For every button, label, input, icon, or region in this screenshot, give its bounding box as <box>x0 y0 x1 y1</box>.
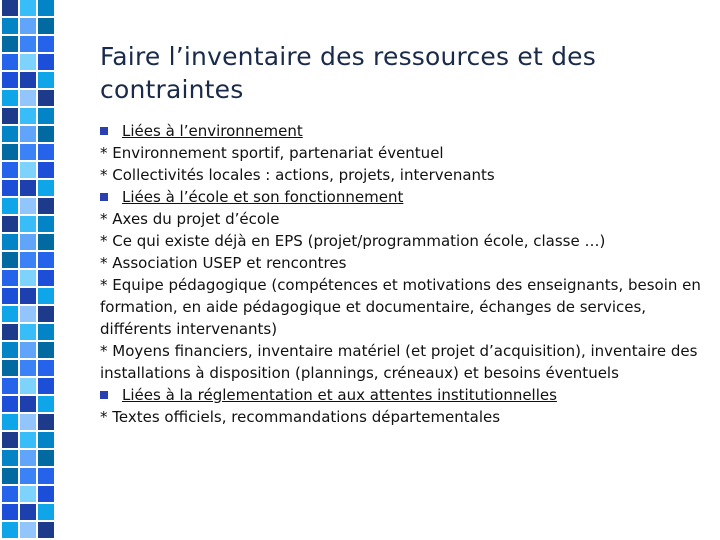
strip-tile <box>2 144 18 160</box>
strip-tile <box>2 180 18 196</box>
list-item: * Environnement sportif, partenariat éventuel <box>100 144 444 162</box>
strip-tile <box>20 270 36 286</box>
strip-tile <box>20 342 36 358</box>
strip-tile <box>38 198 54 214</box>
strip-tile <box>38 504 54 520</box>
strip-tile <box>20 324 36 340</box>
strip-tile <box>38 0 54 16</box>
slide-body <box>100 120 710 428</box>
slide-title: Faire l’inventaire des ressources et des contraintes <box>100 42 596 104</box>
strip-tile <box>2 270 18 286</box>
strip-tile <box>20 180 36 196</box>
strip-tile <box>38 126 54 142</box>
strip-tile <box>2 432 18 448</box>
strip-tile <box>38 450 54 466</box>
strip-tile <box>2 288 18 304</box>
strip-tile <box>38 108 54 124</box>
strip-tile <box>38 144 54 160</box>
strip-tile <box>2 0 18 16</box>
strip-tile <box>38 306 54 322</box>
strip-tile <box>2 162 18 178</box>
list-item: * Textes officiels, recommandations départementales <box>100 408 501 426</box>
strip-tile <box>20 234 36 250</box>
strip-tile <box>2 360 18 376</box>
section-heading: Liées à l’école et son fonctionnement <box>100 186 710 208</box>
square-bullet-icon <box>100 391 108 399</box>
strip-tile <box>38 234 54 250</box>
strip-tile <box>20 90 36 106</box>
strip-tile <box>38 36 54 52</box>
section-heading: Liées à l’environnement <box>100 120 710 142</box>
strip-tile <box>38 252 54 268</box>
strip-tile <box>20 306 36 322</box>
strip-tile <box>20 360 36 376</box>
strip-tile <box>2 54 18 70</box>
strip-tile <box>20 396 36 412</box>
list-item: * Equipe pédagogique (compétences et motivations des enseignants, besoin en formation, en aide pédagogique et documentaire, échanges de services, différents intervenants) <box>100 276 701 338</box>
list-item: * Collectivités locales : actions, projets, intervenants <box>100 166 495 184</box>
square-bullet-icon <box>100 127 108 135</box>
strip-tile <box>20 54 36 70</box>
strip-tile <box>2 450 18 466</box>
strip-tile <box>20 216 36 232</box>
strip-tile <box>38 90 54 106</box>
strip-tile <box>20 288 36 304</box>
strip-tile <box>38 468 54 484</box>
strip-tile <box>2 252 18 268</box>
strip-tile <box>20 72 36 88</box>
strip-tile <box>2 234 18 250</box>
strip-tile <box>20 252 36 268</box>
strip-tile <box>38 360 54 376</box>
list-item: * Ce qui existe déjà en EPS (projet/programmation école, classe …) <box>100 232 606 250</box>
strip-tile <box>2 378 18 394</box>
strip-tile <box>2 504 18 520</box>
strip-tile <box>38 54 54 70</box>
strip-tile <box>2 468 18 484</box>
strip-tile <box>2 198 18 214</box>
strip-tile <box>20 522 36 538</box>
strip-tile <box>20 450 36 466</box>
strip-tile <box>20 486 36 502</box>
strip-tile <box>20 144 36 160</box>
strip-tile <box>38 216 54 232</box>
strip-tile <box>2 36 18 52</box>
strip-tile <box>2 486 18 502</box>
strip-tile <box>38 18 54 34</box>
square-bullet-icon <box>100 193 108 201</box>
strip-tile <box>20 414 36 430</box>
strip-tile <box>38 324 54 340</box>
strip-tile <box>20 468 36 484</box>
strip-tile <box>38 414 54 430</box>
strip-tile <box>20 504 36 520</box>
decorative-color-strip <box>0 0 60 540</box>
strip-tile <box>2 90 18 106</box>
strip-tile <box>20 18 36 34</box>
strip-tile <box>20 36 36 52</box>
strip-tile <box>2 306 18 322</box>
strip-tile <box>38 162 54 178</box>
strip-tile <box>38 180 54 196</box>
strip-tile <box>38 432 54 448</box>
list-item: * Moyens financiers, inventaire matériel (et projet d’acquisition), inventaire des installations à disposition (plannings, créneaux) et besoins éventuels <box>100 342 698 382</box>
strip-tile <box>38 396 54 412</box>
strip-tile <box>20 0 36 16</box>
strip-tile <box>20 432 36 448</box>
strip-tile <box>2 324 18 340</box>
strip-tile <box>2 18 18 34</box>
strip-tile <box>38 288 54 304</box>
strip-tile <box>20 108 36 124</box>
strip-tile <box>2 342 18 358</box>
list-item: * Association USEP et rencontres <box>100 254 347 272</box>
strip-tile <box>38 72 54 88</box>
strip-tile <box>2 216 18 232</box>
strip-tile <box>2 72 18 88</box>
strip-tile <box>20 198 36 214</box>
strip-tile <box>2 108 18 124</box>
strip-tile <box>38 270 54 286</box>
strip-tile <box>2 414 18 430</box>
strip-tile <box>38 378 54 394</box>
strip-tile <box>2 522 18 538</box>
strip-tile <box>20 126 36 142</box>
strip-tile <box>2 396 18 412</box>
strip-tile <box>20 162 36 178</box>
list-item: * Axes du projet d’école <box>100 210 280 228</box>
section-heading: Liées à la réglementation et aux attentes institutionnelles <box>100 384 710 406</box>
strip-tile <box>2 126 18 142</box>
strip-tile <box>20 378 36 394</box>
strip-tile <box>38 342 54 358</box>
strip-tile <box>38 522 54 538</box>
strip-tile <box>38 486 54 502</box>
